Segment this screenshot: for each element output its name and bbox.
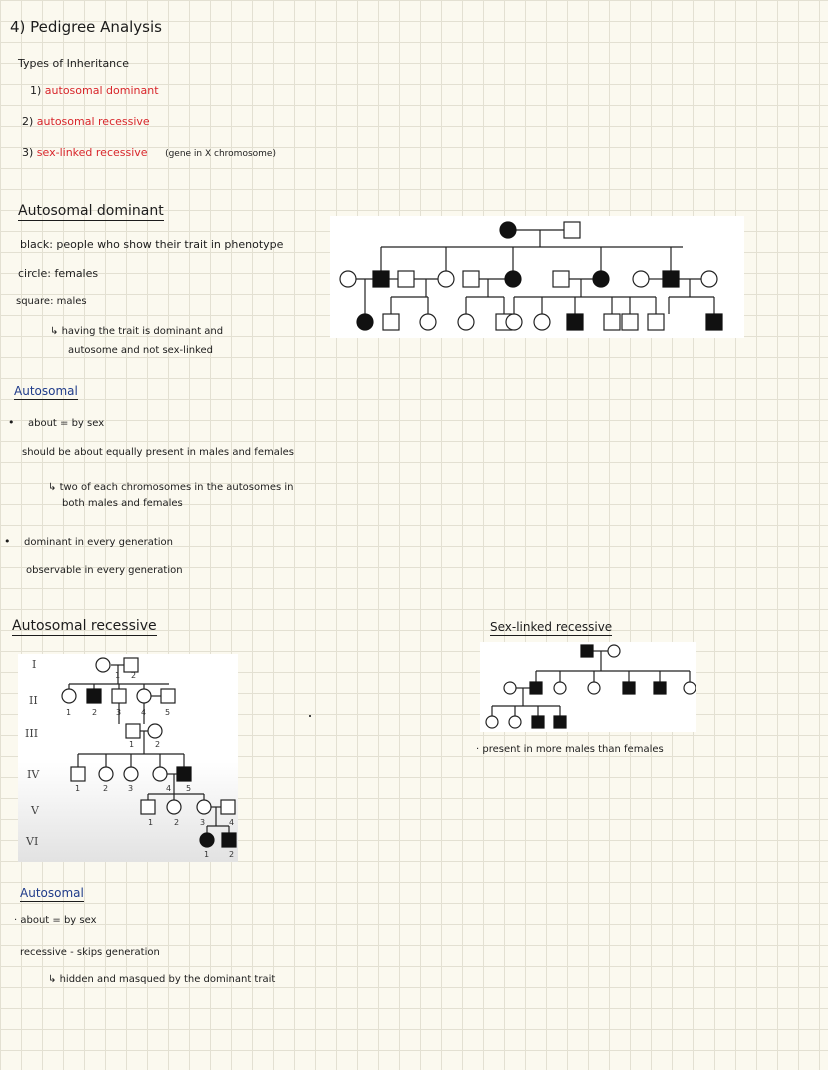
ar-gen4-female bbox=[99, 767, 113, 781]
generation-label: VI bbox=[26, 835, 39, 848]
sl-gen2-male-affected bbox=[654, 682, 666, 694]
arrow-icon: ↳ bbox=[50, 326, 59, 337]
bullet-icon: • bbox=[4, 535, 11, 548]
type-item-2-text: autosomal recessive bbox=[36, 115, 150, 128]
ar-gen4-female bbox=[124, 767, 138, 781]
bullet-icon: · bbox=[476, 744, 480, 755]
gen2-female bbox=[633, 271, 649, 287]
individual-number: 2 bbox=[155, 740, 161, 749]
auto1-about-text: about = by sex bbox=[28, 418, 105, 429]
individual-number: 2 bbox=[229, 850, 235, 859]
sl-gen1-male-affected bbox=[581, 645, 593, 657]
individual-number: 1 bbox=[115, 671, 121, 680]
ar-pedigree-chart bbox=[18, 654, 238, 862]
gen2-female-affected bbox=[505, 271, 521, 287]
ar-gen1-female bbox=[96, 658, 110, 672]
gen3-male-affected bbox=[706, 314, 722, 330]
ar-gen2-male-affected bbox=[87, 689, 101, 703]
individual-number: 2 bbox=[92, 708, 98, 717]
ar-gen5-female bbox=[167, 800, 181, 814]
ad-trait-note-line1: having the trait is dominant and bbox=[61, 326, 224, 337]
individual-number: 4 bbox=[229, 818, 235, 827]
sl-gen1-female bbox=[608, 645, 620, 657]
ad-heading: Autosomal dominant bbox=[18, 203, 164, 219]
type-item-1 bbox=[30, 84, 159, 97]
ad-black-note: black: people who show their trait in phenotype bbox=[20, 238, 284, 251]
individual-number: 1 bbox=[66, 708, 72, 717]
generation-label: III bbox=[25, 727, 39, 740]
ar-gen2-male bbox=[112, 689, 126, 703]
sl-note-text: present in more males than females bbox=[482, 744, 664, 755]
type-item-2 bbox=[22, 115, 150, 128]
gen2-male bbox=[398, 271, 414, 287]
sl-gen2-male-affected bbox=[530, 682, 542, 694]
generation-label: IV bbox=[27, 768, 40, 781]
ar-gen2-female bbox=[62, 689, 76, 703]
auto2-hidden-text: hidden and masqued by the dominant trait bbox=[59, 974, 276, 985]
auto2-recessive: recessive - skips generation bbox=[20, 947, 160, 958]
arrow-icon: ↳ bbox=[48, 482, 57, 493]
individual-number: 3 bbox=[116, 708, 122, 717]
sl-gen3-female bbox=[486, 716, 498, 728]
auto1-observable: observable in every generation bbox=[26, 565, 183, 576]
generation-label: V bbox=[31, 804, 39, 817]
arrow-icon: ↳ bbox=[48, 974, 57, 985]
gen3-female bbox=[420, 314, 436, 330]
ad-circle-note: circle: females bbox=[18, 267, 99, 280]
gen2-female bbox=[340, 271, 356, 287]
auto1-dominant bbox=[4, 535, 173, 548]
ar-gen5-male bbox=[141, 800, 155, 814]
ad-pedigree-chart bbox=[330, 216, 744, 338]
ad-trait-note bbox=[50, 326, 223, 337]
gen1-female-affected bbox=[500, 222, 516, 238]
ar-gen4-female bbox=[153, 767, 167, 781]
auto1-about bbox=[8, 416, 104, 429]
ar-pedigree-svg bbox=[18, 654, 238, 862]
gen3-male bbox=[604, 314, 620, 330]
gen2-male-affected bbox=[373, 271, 389, 287]
sl-pedigree-svg bbox=[480, 642, 696, 732]
auto1-equal: should be about equally present in males and females bbox=[22, 447, 294, 458]
ar-gen4-male-affected bbox=[177, 767, 191, 781]
sl-gen3-female bbox=[509, 716, 521, 728]
individual-number: 5 bbox=[186, 784, 192, 793]
ar-gen1-male bbox=[124, 658, 138, 672]
individual-number: 2 bbox=[131, 671, 137, 680]
sl-gen2-female bbox=[588, 682, 600, 694]
types-heading: Types of Inheritance bbox=[18, 57, 129, 70]
gen2-male-affected bbox=[663, 271, 679, 287]
ar-heading: Autosomal recessive bbox=[12, 618, 157, 634]
sl-pedigree-chart bbox=[480, 642, 696, 732]
gen3-male bbox=[622, 314, 638, 330]
type-item-3-text: sex-linked recessive bbox=[36, 146, 148, 159]
sl-gen3-male-affected bbox=[532, 716, 544, 728]
type-item-3-number: 3) bbox=[22, 146, 34, 159]
auto1-heading: Autosomal bbox=[14, 384, 78, 398]
gen3-female bbox=[506, 314, 522, 330]
ar-gen6-female-affected bbox=[200, 833, 214, 847]
individual-number: 3 bbox=[200, 818, 206, 827]
type-item-3-note: (gene in X chromosome) bbox=[165, 149, 276, 159]
gen2-female bbox=[438, 271, 454, 287]
individual-number: 4 bbox=[141, 708, 147, 717]
individual-number: 2 bbox=[103, 784, 109, 793]
individual-number: 4 bbox=[166, 784, 172, 793]
sl-heading: Sex-linked recessive bbox=[490, 620, 613, 634]
ar-gen5-male bbox=[221, 800, 235, 814]
gen3-female bbox=[534, 314, 550, 330]
auto1-dominant-text: dominant in every generation bbox=[24, 537, 173, 548]
gen3-female bbox=[458, 314, 474, 330]
ad-trait-note-line2: autosome and not sex-linked bbox=[68, 345, 213, 356]
gen2-female-affected bbox=[593, 271, 609, 287]
sl-note bbox=[476, 744, 664, 755]
auto1-two-line2: both males and females bbox=[62, 498, 183, 509]
ar-gen2-male bbox=[161, 689, 175, 703]
type-item-2-number: 2) bbox=[22, 115, 34, 128]
ar-gen5-female bbox=[197, 800, 211, 814]
auto2-about bbox=[14, 915, 97, 926]
gen2-male bbox=[463, 271, 479, 287]
gen3-male-affected bbox=[567, 314, 583, 330]
ar-gen3-female bbox=[148, 724, 162, 738]
sl-gen2-female bbox=[684, 682, 696, 694]
page-title: 4) Pedigree Analysis bbox=[10, 18, 162, 36]
individual-number: 2 bbox=[174, 818, 180, 827]
auto2-hidden bbox=[48, 974, 275, 985]
individual-number: 1 bbox=[129, 740, 135, 749]
bullet-icon: · bbox=[14, 915, 18, 926]
ar-gen3-male bbox=[126, 724, 140, 738]
type-item-1-number: 1) bbox=[30, 84, 42, 97]
type-item-1-text: autosomal dominant bbox=[44, 84, 159, 97]
gen3-male bbox=[383, 314, 399, 330]
gen3-female-affected bbox=[357, 314, 373, 330]
gen2-female bbox=[701, 271, 717, 287]
individual-number: 1 bbox=[204, 850, 210, 859]
sl-gen2-female bbox=[554, 682, 566, 694]
sl-gen2-female bbox=[504, 682, 516, 694]
ar-gen4-male bbox=[71, 767, 85, 781]
ar-gen2-female bbox=[137, 689, 151, 703]
gen3-male bbox=[648, 314, 664, 330]
gen1-male bbox=[564, 222, 580, 238]
stray-dot bbox=[309, 715, 311, 717]
individual-number: 1 bbox=[148, 818, 154, 827]
individual-number: 5 bbox=[165, 708, 171, 717]
individual-number: 3 bbox=[128, 784, 134, 793]
generation-label: I bbox=[32, 658, 37, 671]
ad-square-note: square: males bbox=[16, 296, 87, 307]
sl-gen3-male-affected bbox=[554, 716, 566, 728]
auto1-two bbox=[48, 482, 294, 493]
auto2-about-text: about = by sex bbox=[20, 915, 97, 926]
auto2-heading: Autosomal bbox=[20, 886, 84, 900]
bullet-icon: • bbox=[8, 416, 15, 429]
auto1-two-line1: two of each chromosomes in the autosomes in bbox=[59, 482, 294, 493]
sl-gen2-male-affected bbox=[623, 682, 635, 694]
generation-label: II bbox=[29, 694, 38, 707]
ad-pedigree-svg bbox=[330, 216, 744, 338]
ar-gen6-male-affected bbox=[222, 833, 236, 847]
individual-number: 1 bbox=[75, 784, 81, 793]
type-item-3 bbox=[22, 146, 276, 159]
gen2-male bbox=[553, 271, 569, 287]
